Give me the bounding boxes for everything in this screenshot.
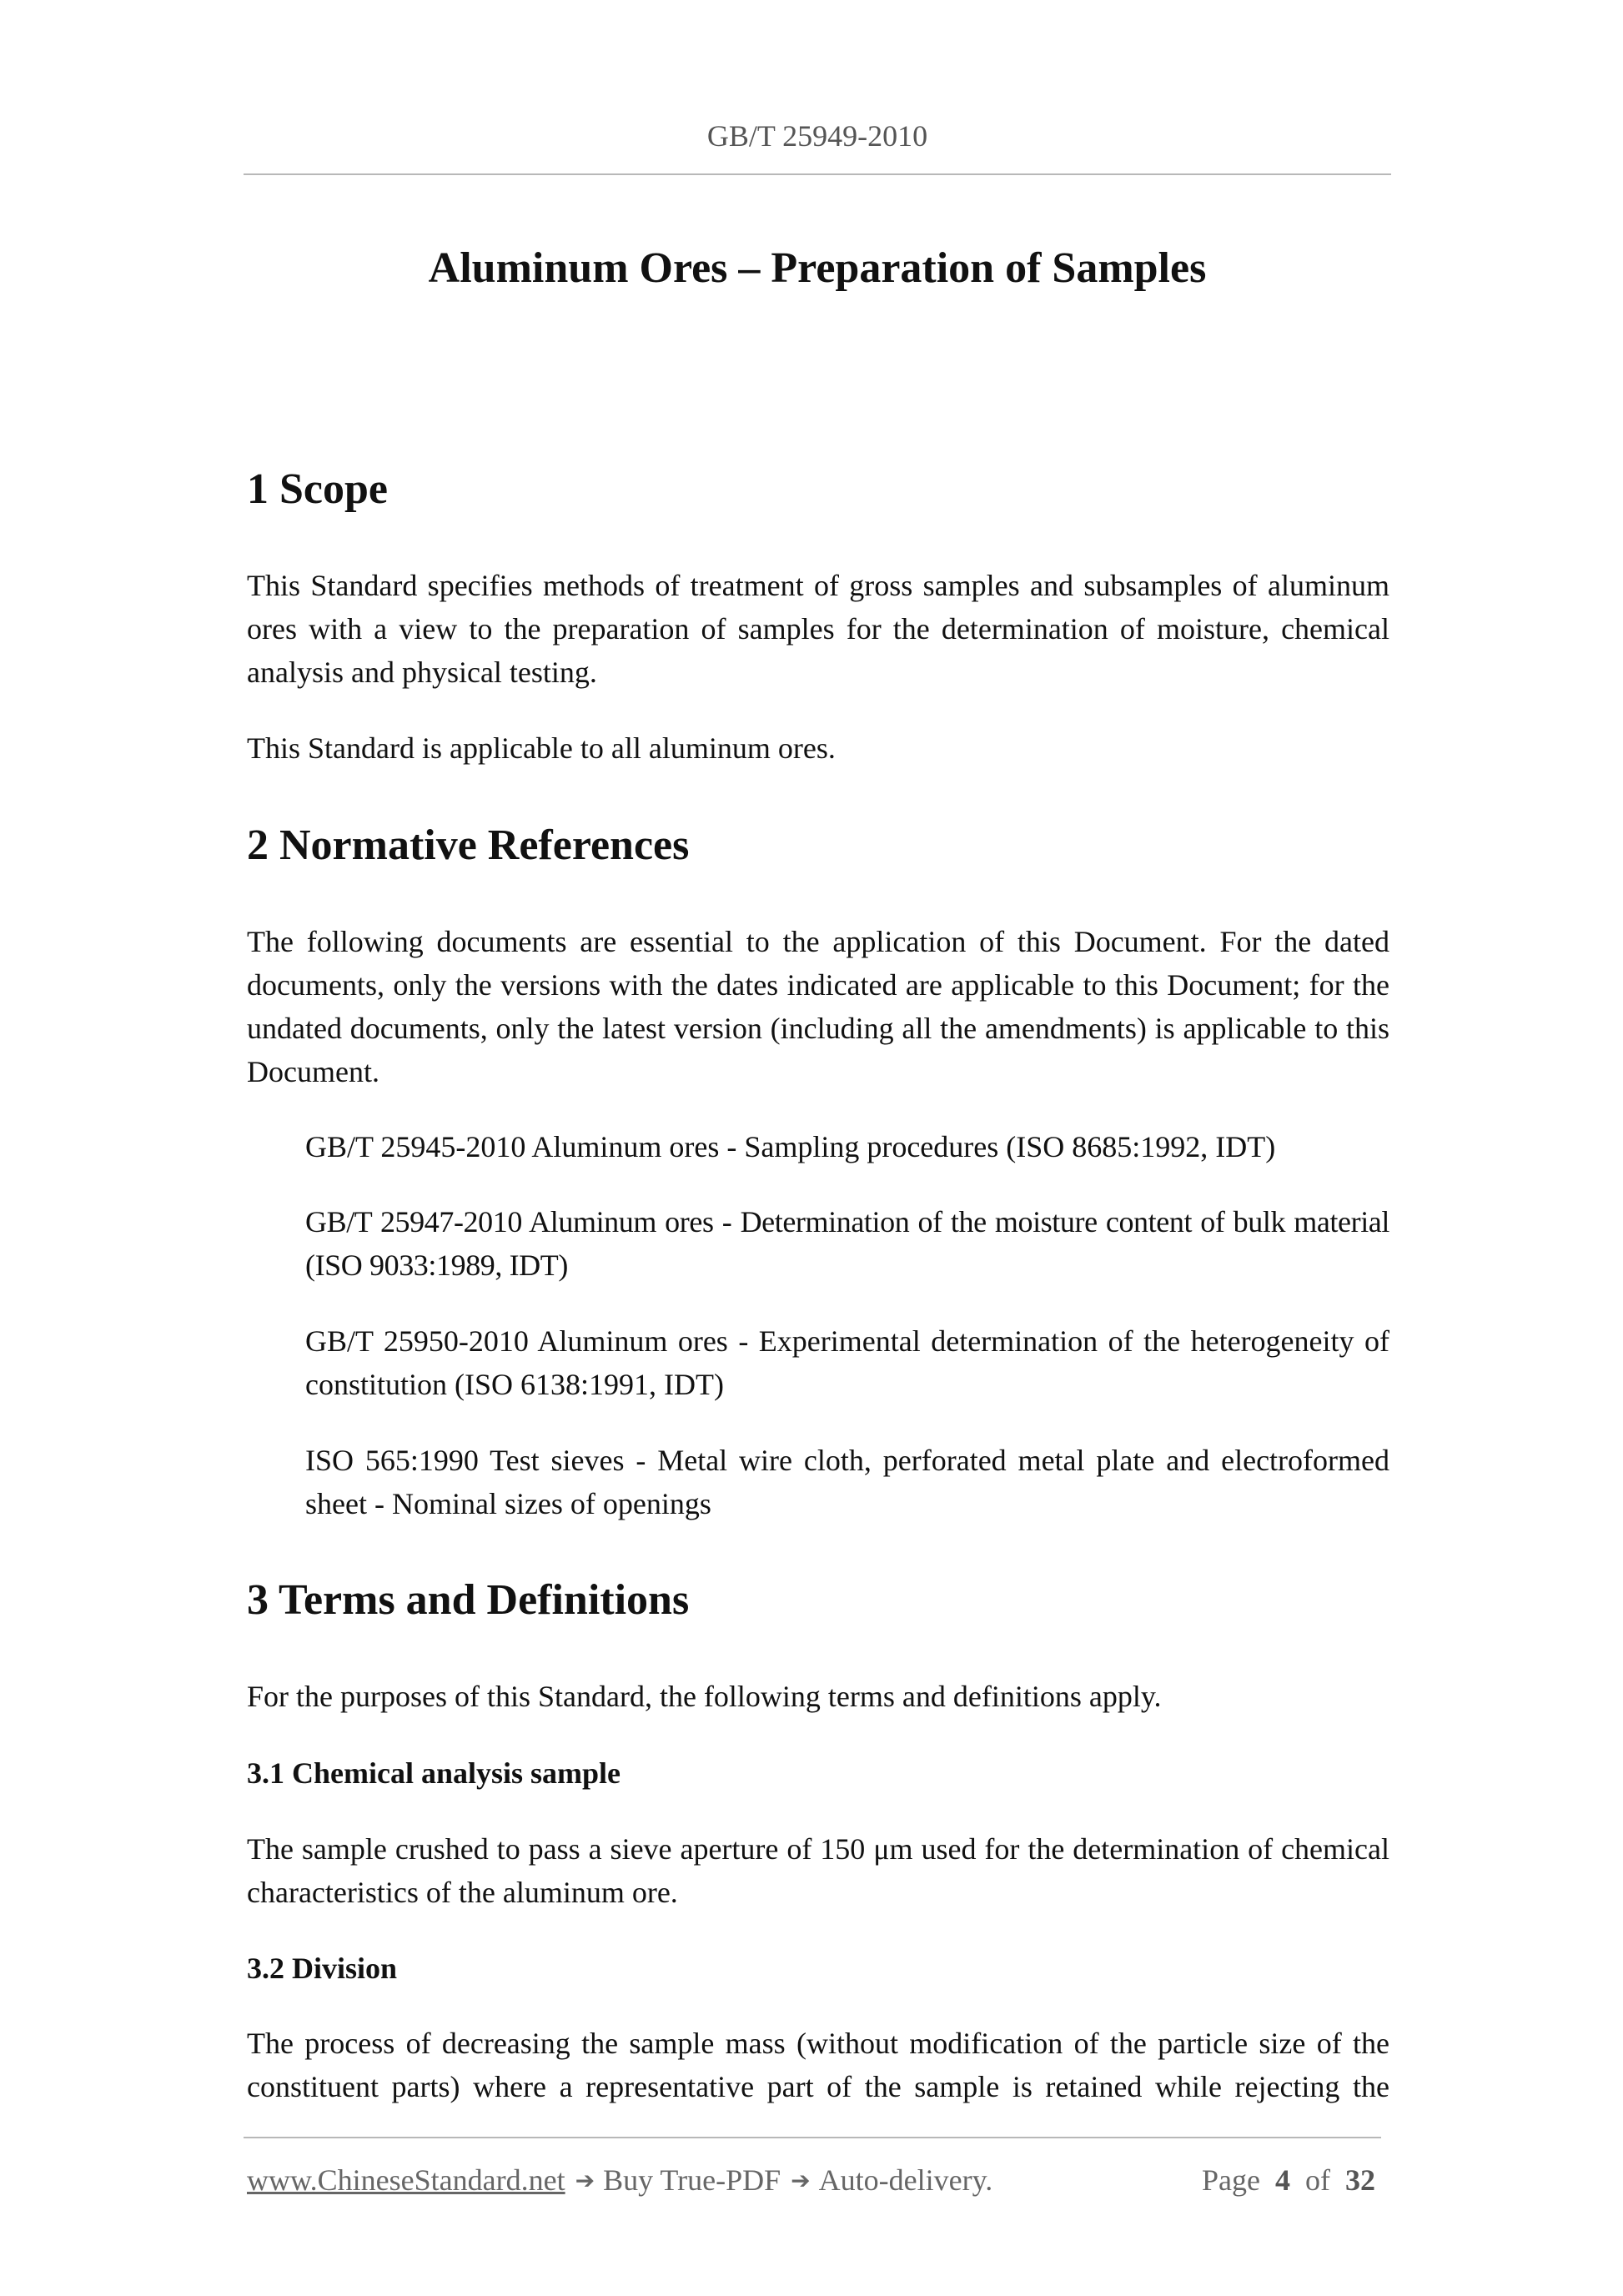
paragraph: This Standard is applicable to all aluminum ores. bbox=[247, 731, 836, 765]
section-heading: 3 Terms and Definitions bbox=[247, 1576, 690, 1624]
term-heading: 3.2 Division bbox=[247, 1952, 398, 1985]
section-heading: 1 Scope bbox=[247, 465, 388, 513]
term-definition: The process of decreasing the sample mass (without modification of the particle size of the constituent parts) where a representative part of the sample is retained while rejecting the bbox=[247, 2027, 1389, 2103]
document-title: Aluminum Ores – Preparation of Samples bbox=[428, 244, 1207, 292]
page-number bbox=[1202, 2158, 1375, 2202]
reference-item: ISO 565:1990 Test sieves - Metal wire cloth, perforated metal plate and electroformed sheet - Nominal sizes of openings bbox=[305, 1444, 1389, 1520]
header-divider bbox=[244, 173, 1391, 175]
paragraph: This Standard specifies methods of treatment of gross samples and subsamples of aluminum ores with a view to the preparation of samples for the determination of moisture, chemical analysis and physical testing. bbox=[247, 569, 1389, 689]
term-definition: The sample crushed to pass a sieve aperture of 150 μm used for the determination of chemical characteristics of the aluminum ore. bbox=[247, 1832, 1389, 1909]
reference-item: GB/T 25945-2010 Aluminum ores - Sampling procedures (ISO 8685:1992, IDT) bbox=[305, 1130, 1276, 1163]
reference-item: GB/T 25950-2010 Aluminum ores - Experimental determination of the heterogeneity of constitution (ISO 6138:1991, IDT) bbox=[305, 1324, 1389, 1401]
delivery-text: Auto-delivery. bbox=[818, 2163, 993, 2197]
term-heading: 3.1 Chemical analysis sample bbox=[247, 1756, 621, 1790]
current-page: 4 bbox=[1275, 2163, 1290, 2197]
site-link[interactable]: www.ChineseStandard.net bbox=[247, 2163, 565, 2197]
standard-code: GB/T 25949-2010 bbox=[706, 119, 928, 153]
paragraph: The following documents are essential to the application of this Document. For the dated documents, only the versions with the dates indicated are applicable to this Document; for the undated documents, only the latest version (including all the amendments) is applicable to this Document. bbox=[247, 925, 1389, 1088]
buy-text: Buy True-PDF bbox=[603, 2163, 781, 2197]
of-label: of bbox=[1305, 2163, 1330, 2197]
footer-divider bbox=[244, 2137, 1381, 2138]
page-label: Page bbox=[1202, 2163, 1260, 2197]
arrow-right-icon: ➔ bbox=[575, 2167, 595, 2194]
footer-promo bbox=[247, 2158, 992, 2204]
reference-item: GB/T 25947-2010 Aluminum ores - Determination of the moisture content of bulk material (ISO 9033:1989, IDT) bbox=[305, 1205, 1389, 1282]
arrow-right-icon: ➔ bbox=[791, 2167, 811, 2194]
section-heading: 2 Normative References bbox=[247, 821, 690, 869]
total-pages: 32 bbox=[1345, 2163, 1375, 2197]
paragraph: For the purposes of this Standard, the following terms and definitions apply. bbox=[247, 1680, 1162, 1713]
